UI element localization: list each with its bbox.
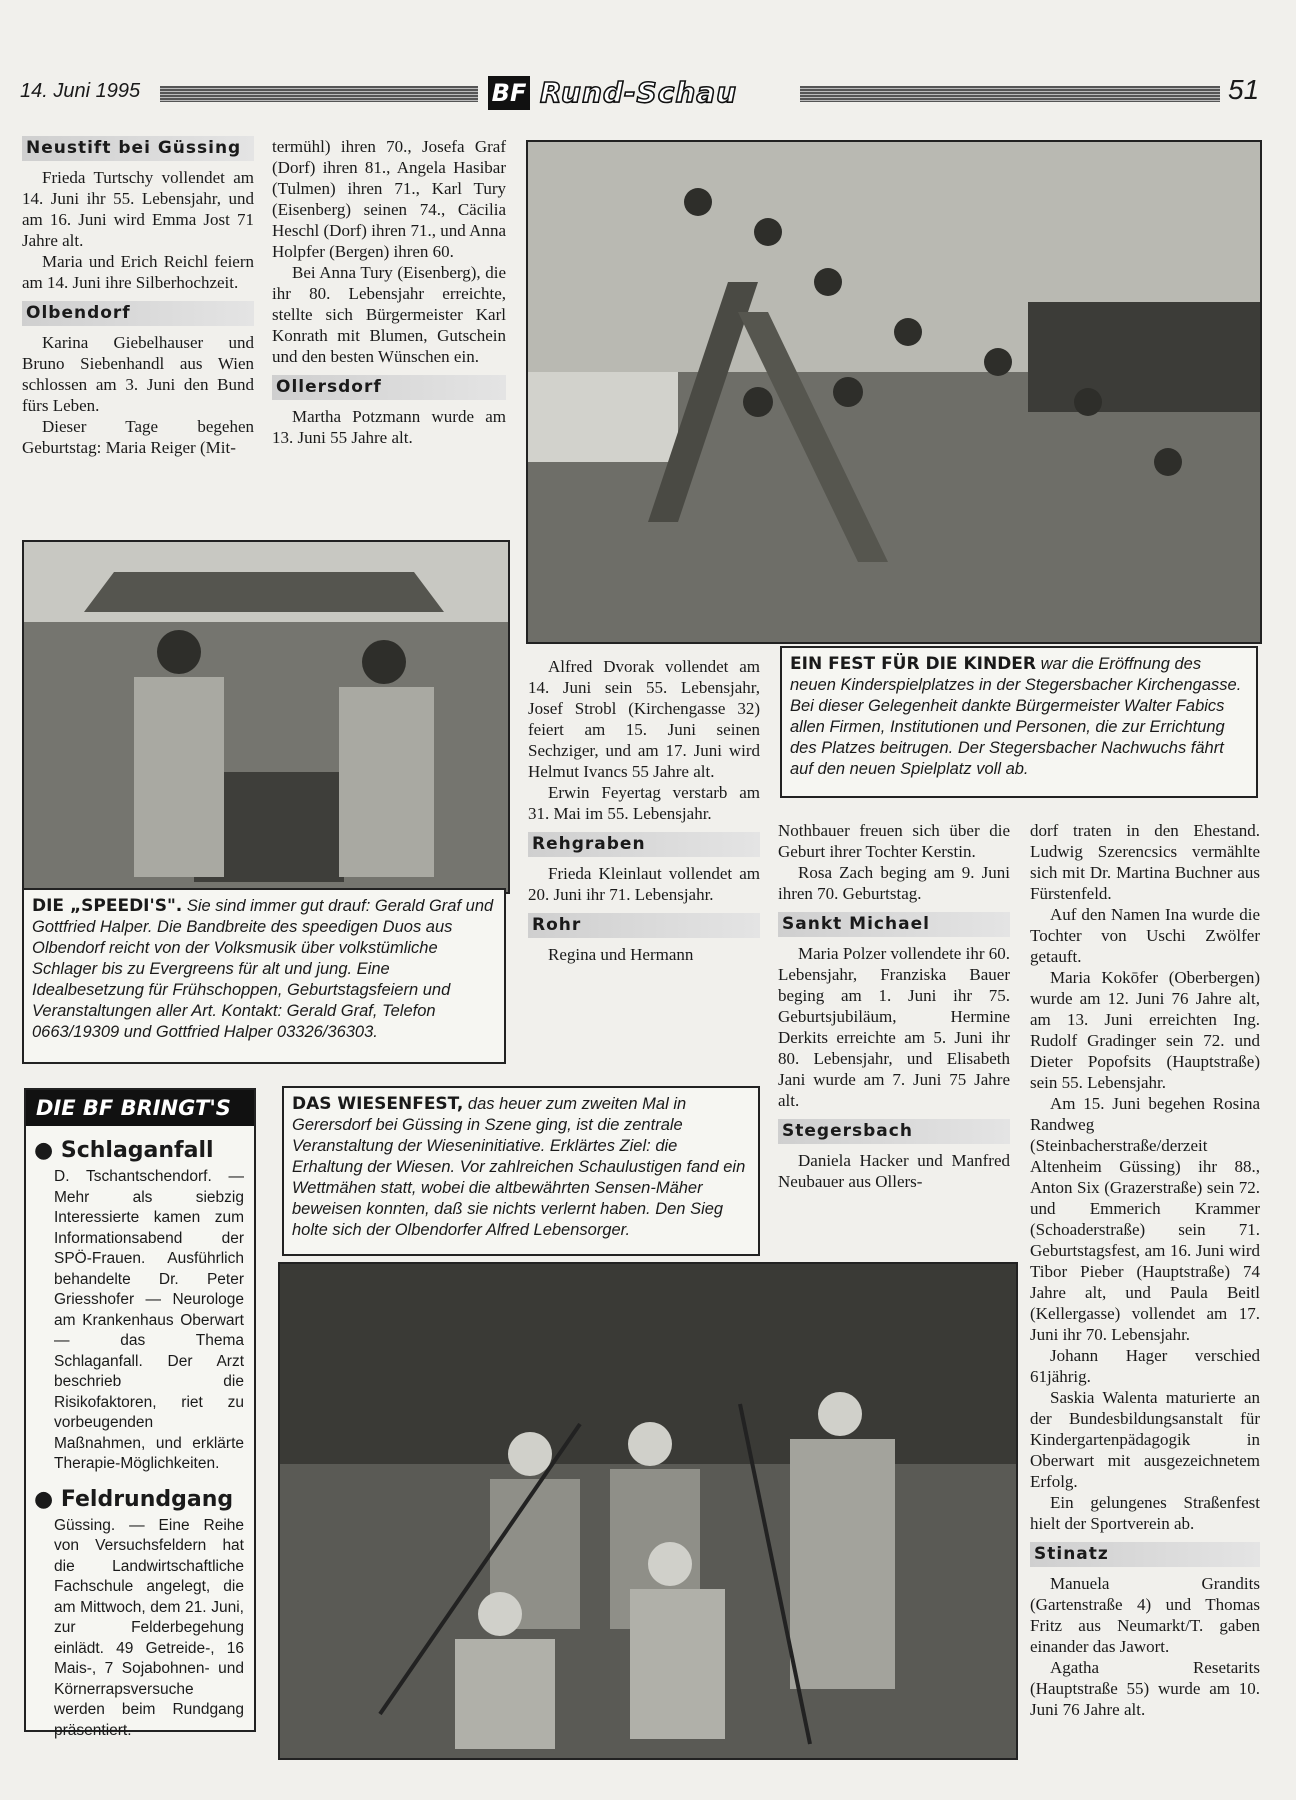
text-olbendorf-2: Dieser Tage begehen Geburtstag: Maria Reiger (Mit- [22,417,254,457]
text-polzer: Maria Polzer vollendete ihr 60. Lebensjahr, Franziska Bauer beging am 1. Juni ihr 75. Geburtsjubiläum, Hermine Derkits erreichte am 5. Juni ihr 80. Lebensjahr, und Elisabeth Jani wurde am 7. Juni 75 Jahre alt. [778,944,1010,1110]
text-dvorak: Alfred Dvorak vollendet am 14. Juni sein 55. Lebensjahr, Josef Strobl (Kirchengasse 32) feiert am 15. Juni seinen Sechziger, und am 17. Juni wird Helmut Ivancs 55 Jahre alt. [528,657,760,781]
column-1-top [22,136,254,458]
text-resetarits: Agatha Resetarits (Hauptstraße 55) wurde am 10. Juni 76 Jahre alt. [1030,1658,1260,1719]
page-number: 51 [1228,74,1260,105]
caption-wiesenfest-text: das heuer zum zweiten Mal in Gerersdorf bei Güssing in Szene ging, ist die zentrale Veranstaltung der Wieseninitiative. Erklärtes Ziel: die Erhaltung der Wiesen. Vor zahlreichen Schaulustigen fand ein Wettmähen statt, wobei die altbewährten Sensen-Mäher beweisen konnten, daß sie nichts verlernt haben. Den Sieg holte sich der Olbendorfer Alfred Lebensorger. [292,1095,746,1239]
bf-item-feldrundgang: ● Feldrundgang [34,1486,234,1512]
heading-olbendorf: Olbendorf [22,301,254,326]
caption-speedis-lead: DIE „SPEEDI'S". [32,896,183,916]
text-olbendorf-1: Karina Giebelhauser und Bruno Siebenhandl aus Wien schlossen am 3. Juni den Bund fürs Leben. [22,333,254,415]
column-2-top [272,136,506,448]
photo-mowers [278,1262,1018,1760]
heading-stinatz: Stinatz [1030,1542,1260,1567]
photo-speedis [22,540,510,894]
bf-item-schlaganfall: ● Schlaganfall [34,1138,214,1163]
text-right2-continued: dorf traten in den Ehestand. Ludwig Szerencsics vermählte sich mit Dr. Martina Buchner aus Fürstenfeld. [1030,821,1260,903]
bf-text-schlaganfall: D. Tschantschendorf. — Mehr als siebzig Interessierte kamen zum Informationsabend der SPÖ-Frauen. Ausführlich behandelte Dr. Peter Griesshofer — Neurologe am Krankenhaus Oberwart — das Thema Schlaganfall. Der Arzt beschrieb die Risikofaktoren, riet zu vorbeugenden Maßnahmen, und erklärte Therapie-Möglichkeiten. [54,1168,244,1472]
header-rule-left [160,86,478,102]
mowers-illustration [280,1264,1016,1758]
heading-rohr: Rohr [528,913,760,938]
bf-heading-schlaganfall: Schlaganfall [60,1138,214,1163]
text-tury: Bei Anna Tury (Eisenberg), die ihr 80. Lebensjahr erreichte, stellte sich Bürgermeister Karl Konrath mit Blumen, Gutschein und den besten Wünschen ein. [272,263,506,366]
heading-sankt-michael: Sankt Michael [778,912,1010,937]
heading-ollersdorf: Ollersdorf [272,375,506,400]
logo-title: Rund-Schau [540,76,738,109]
heading-rehgraben: Rehgraben [528,832,760,857]
caption-kinder [780,646,1258,798]
text-grandits: Manuela Grandits (Gartenstraße 4) und Thomas Fritz aus Neumarkt/T. gaben einander das Jawort. [1030,1574,1260,1656]
caption-wiesenfest [282,1086,760,1256]
header-rule-right [800,86,1220,102]
bf-heading-feldrundgang: Feldrundgang [60,1486,234,1512]
text-rehgraben: Frieda Kleinlaut vollendet am 20. Juni ihr 71. Lebensjahr. [528,864,760,904]
text-rohr: Regina und Hermann [548,945,694,964]
logo-bf: BF [488,76,530,110]
text-walenta: Saskia Walenta maturierte an der Bundesbildungsanstalt für Kindergartenpädagogik in Oberwart mit ausgezeichnetem Erfolg. [1030,1388,1260,1491]
text-randweg: Am 15. Juni begehen Rosina Randweg (Steinbacherstraße/derzeit Altenheim Güssing) ihr 88., Anton Six (Grazerstraße) sein 72. und Emmerich Krammer (Schoaderstraße) sein 71. Geburtstagsfest, am 16. Juni wird Tibor Pieber (Hauptstraße) 74 Jahre alt, und Paula Beitl (Kellergasse) vollendet am 17. Juni ihr 70. Lebensjahr. [1030,1094,1260,1344]
bf-bringts-box [24,1088,256,1739]
issue-date: 14. Juni 1995 [20,80,141,102]
text-ina: Auf den Namen Ina wurde die Tochter von Uschi Zwölfer getauft. [1030,905,1260,966]
caption-speedis-text: Sie sind immer gut drauf: Gerald Graf und Gottfried Halper. Die Bandbreite des speedigen Duos aus Olbendorf reicht von der Volksmusik über volkstümliche Schlager bis zu Evergreens für alt und jung. Eine Idealbesetzung für Frühschoppen, Geburtstagsfeiern und Veranstaltungen aller Art. Kontakt: Gerald Graf, Telefon 0663/19309 und Gottfried Halper 03326/36303. [32,897,494,1041]
bf-bringts-title: DIE BF BRINGT'S [26,1090,254,1126]
column-right-2 [1030,820,1260,1720]
caption-kinder-text: war die Eröffnung des neuen Kinderspielplatzes in der Stegersbacher Kirchengasse. Bei dieser Gelegenheit dankte Bürgermeister Walter Fabics allen Firmen, Institutionen und Personen, die zur Errichtung des Platzes beitrugen. Der Stegersbacher Nachwuchs fährt auf den neuen Spielplatz voll ab. [790,655,1242,778]
caption-wiesenfest-lead: DAS WIESENFEST, [292,1094,464,1114]
column-right-1 [778,820,1010,1192]
text-strassenfest: Ein gelungenes Straßenfest hielt der Sportverein ab. [1030,1493,1260,1533]
text-ollersdorf: Martha Potzmann wurde am 13. Juni 55 Jahre alt. [272,407,506,447]
text-zach: Rosa Zach beging am 9. Juni ihren 70. Geburtstag. [778,863,1010,903]
speedis-illustration [24,542,508,892]
caption-kinder-lead: EIN FEST FÜR DIE KINDER [790,654,1037,674]
bf-text-feldrundgang: Güssing. — Eine Reihe von Versuchsfeldern hat die Landwirtschaftliche Fachschule angelegt, die am Mittwoch, dem 21. Juni, zur Felderbegehung einlädt. 49 Getreide-, 16 Mais-, 7 Sojabohnen- und Körnerrapsversuche werden beim Rundgang präsentiert. [54,1516,244,1739]
text-hager: Johann Hager verschied 61jährig. [1030,1346,1260,1386]
column-middle [528,656,760,965]
text-feyertag: Erwin Feyertag verstarb am 31. Mai im 55. Lebensjahr. [528,783,760,823]
text-hacker: Daniela Hacker und Manfred Neubauer aus Ollers- [778,1151,1010,1191]
photo-playground [526,140,1262,644]
text-neustift-2: Maria und Erich Reichl feiern am 14. Juni ihre Silberhochzeit. [22,252,254,292]
caption-speedis [22,888,506,1064]
text-nothbauer: Nothbauer freuen sich über die Geburt ihrer Tochter Kerstin. [778,821,1010,861]
text-col2-continued: termühl) ihren 70., Josefa Graf (Dorf) ihren 81., Angela Hasibar (Tulmen) ihren 71., Karl Tury (Eisenberg) seinen 74., Cäcilia Heschl (Dorf) ihren 71., und Anna Holpfer (Bergen) ihren 60. [272,137,506,261]
masthead-logo [488,76,794,112]
heading-neustift: Neustift bei Güssing [22,136,254,161]
playground-illustration [528,142,1260,642]
text-kokofer: Maria Kokōfer (Oberbergen) wurde am 12. Juni 76 Jahre alt, am 13. Juni erreichten Ing. Rudolf Gradinger sein 72. und Dieter Popofsits (Hauptstraße) sein 55. Lebensjahr. [1030,968,1260,1092]
text-neustift-1: Frieda Turtschy vollendet am 14. Juni ihr 55. Lebensjahr, und am 16. Juni wird Emma Jost 71 Jahre alt. [22,168,254,250]
heading-stegersbach: Stegersbach [778,1119,1010,1144]
